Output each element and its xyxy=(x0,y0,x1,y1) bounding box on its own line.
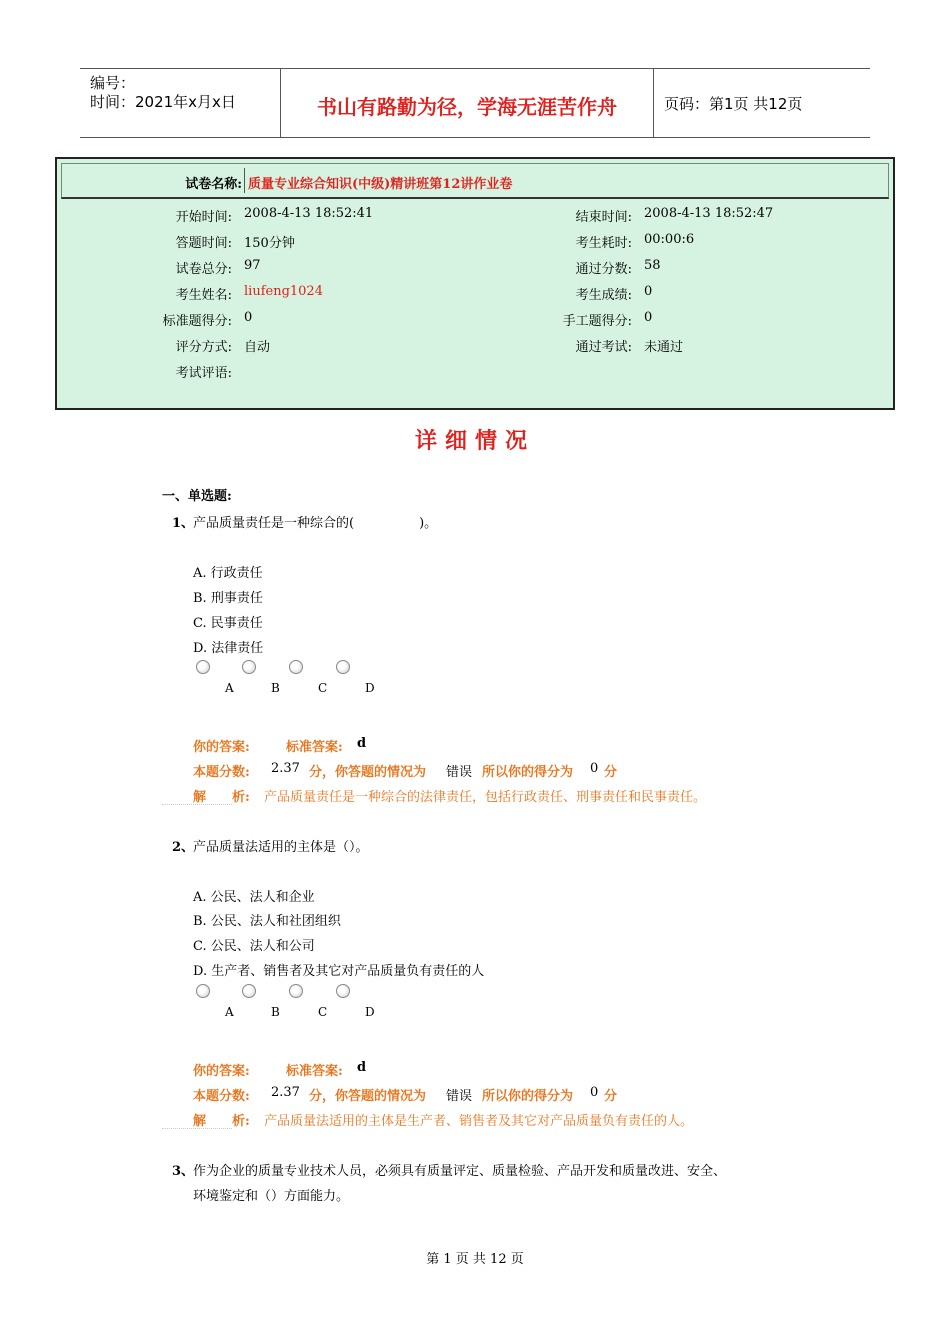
start-time-label: 开始时间: xyxy=(175,210,232,225)
question-text-line-1: 作为企业的质量专业技术人员，必须具有质量评定、质量检验、产品开发和质量改进、安全、 xyxy=(193,1164,727,1179)
analysis-text: 产品质量责任是一种综合的法律责任，包括行政责任、刑事责任和民事责任。 xyxy=(264,790,707,805)
question-number: 2、 xyxy=(172,840,195,855)
score-mid-text: 分，你答题的情况为 xyxy=(309,765,427,780)
score-end-text: 所以你的得分为 xyxy=(482,765,574,780)
option-a: A. 公民、法人和企业 xyxy=(193,890,315,905)
motto: 书山有路勤为径，学海无涯苦作舟 xyxy=(317,95,617,119)
radio-d[interactable] xyxy=(336,660,350,674)
section-title: 详细情况 xyxy=(414,429,535,454)
duration-label: 答题时间: xyxy=(175,236,232,251)
duration-value: 150分钟 xyxy=(244,236,295,251)
option-a: A. 行政责任 xyxy=(193,566,263,581)
question-text: 产品质量法适用的主体是（）。 xyxy=(193,840,369,855)
radio-label-b: B xyxy=(271,681,280,695)
time-label: 时间：2021年x月x日 xyxy=(90,93,236,111)
your-answer-label: 你的答案: xyxy=(193,740,250,755)
time-used-label: 考生耗时: xyxy=(575,236,632,251)
obtained-score: 0 xyxy=(590,1085,599,1100)
radio-label-c: C xyxy=(318,1005,328,1019)
standard-answer-value: d xyxy=(357,736,367,751)
radio-label-d: D xyxy=(365,1005,375,1019)
option-c: C. 民事责任 xyxy=(193,616,263,631)
header-motto-cell xyxy=(281,69,654,137)
pass-score-label: 通过分数: xyxy=(575,262,632,277)
radio-a[interactable] xyxy=(196,660,210,674)
standard-answer-value: d xyxy=(357,1060,367,1075)
score-end-text: 所以你的得分为 xyxy=(482,1089,574,1104)
exam-title-bar xyxy=(61,163,889,199)
page-number-label: 页码：第1页 共12页 xyxy=(664,95,803,113)
option-d: D. 生产者、销售者及其它对产品质量负有责任的人 xyxy=(193,964,485,979)
radio-b[interactable] xyxy=(242,660,256,674)
question-text-line-2: 环境鉴定和（）方面能力。 xyxy=(193,1189,350,1204)
score-unit: 分 xyxy=(604,1089,618,1104)
manual-score-label: 手工题得分: xyxy=(562,314,632,329)
analysis-label: 解 析: xyxy=(193,1114,250,1129)
radio-label-d: D xyxy=(365,681,375,695)
radio-b[interactable] xyxy=(242,984,256,998)
end-time-value: 2008-4-13 18:52:47 xyxy=(644,206,774,221)
score-mid-text: 分，你答题的情况为 xyxy=(309,1089,427,1104)
standard-answer-label: 标准答案: xyxy=(286,1064,343,1079)
standard-score-value: 0 xyxy=(244,310,253,325)
standard-answer-label: 标准答案: xyxy=(286,740,343,755)
page-header xyxy=(80,68,870,138)
total-score-value: 97 xyxy=(244,258,261,273)
answer-status: 错误 xyxy=(446,765,473,780)
score-label: 本题分数: xyxy=(193,1089,250,1104)
time-used-value: 00:00:6 xyxy=(644,232,695,247)
page-footer: 第 1 页 共 12 页 xyxy=(426,1252,524,1267)
radio-a[interactable] xyxy=(196,984,210,998)
obtained-score: 0 xyxy=(590,761,599,776)
answer-status: 错误 xyxy=(446,1089,473,1104)
pass-score-value: 58 xyxy=(644,258,661,273)
candidate-score-label: 考生成绩: xyxy=(575,288,632,303)
candidate-name-value: liufeng1024 xyxy=(244,284,323,299)
your-answer-label: 你的答案: xyxy=(193,1064,250,1079)
option-c: C. 公民、法人和公司 xyxy=(193,939,315,954)
part-title: 一、单选题: xyxy=(162,489,232,504)
option-b: B. 刑事责任 xyxy=(193,591,263,606)
analysis-label: 解 析: xyxy=(193,790,250,805)
radio-label-b: B xyxy=(271,1005,280,1019)
radio-label-a: A xyxy=(225,681,234,695)
exam-comment-label: 考试评语: xyxy=(175,366,232,381)
score-unit: 分 xyxy=(604,765,618,780)
manual-score-value: 0 xyxy=(644,310,653,325)
candidate-name-label: 考生姓名: xyxy=(175,288,232,303)
analysis-text: 产品质量法适用的主体是生产者、销售者及其它对产品质量负有责任的人。 xyxy=(264,1114,694,1129)
option-d: D. 法律责任 xyxy=(193,641,264,656)
radio-c[interactable] xyxy=(289,984,303,998)
divider xyxy=(162,1128,232,1129)
start-time-value: 2008-4-13 18:52:41 xyxy=(244,206,374,221)
question-number: 1、 xyxy=(172,516,195,531)
standard-score-label: 标准题得分: xyxy=(162,314,232,329)
score-value: 2.37 xyxy=(271,761,300,776)
exam-name-label: 试卷名称: xyxy=(185,177,242,192)
radio-c[interactable] xyxy=(289,660,303,674)
radio-d[interactable] xyxy=(336,984,350,998)
radio-label-a: A xyxy=(225,1005,234,1019)
exam-name-value: 质量专业综合知识(中级)精讲班第12讲作业卷 xyxy=(248,177,513,192)
question-text: 产品质量责任是一种综合的( )。 xyxy=(193,516,438,531)
candidate-score-value: 0 xyxy=(644,284,653,299)
scoring-method-label: 评分方式: xyxy=(175,340,232,355)
score-value: 2.37 xyxy=(271,1085,300,1100)
score-label: 本题分数: xyxy=(193,765,250,780)
header-page-cell xyxy=(654,69,870,137)
end-time-label: 结束时间: xyxy=(575,210,632,225)
scoring-method-value: 自动 xyxy=(244,340,271,355)
header-meta-cell xyxy=(80,69,281,137)
exam-info-panel xyxy=(55,157,895,410)
divider xyxy=(162,804,232,805)
question-number: 3、 xyxy=(172,1164,195,1179)
pass-status-label: 通过考试: xyxy=(575,340,632,355)
radio-label-c: C xyxy=(318,681,328,695)
option-b: B. 公民、法人和社团组织 xyxy=(193,914,341,929)
pass-status-value: 未通过 xyxy=(644,340,684,355)
total-score-label: 试卷总分: xyxy=(175,262,232,277)
code-label: 编号： xyxy=(90,74,136,92)
